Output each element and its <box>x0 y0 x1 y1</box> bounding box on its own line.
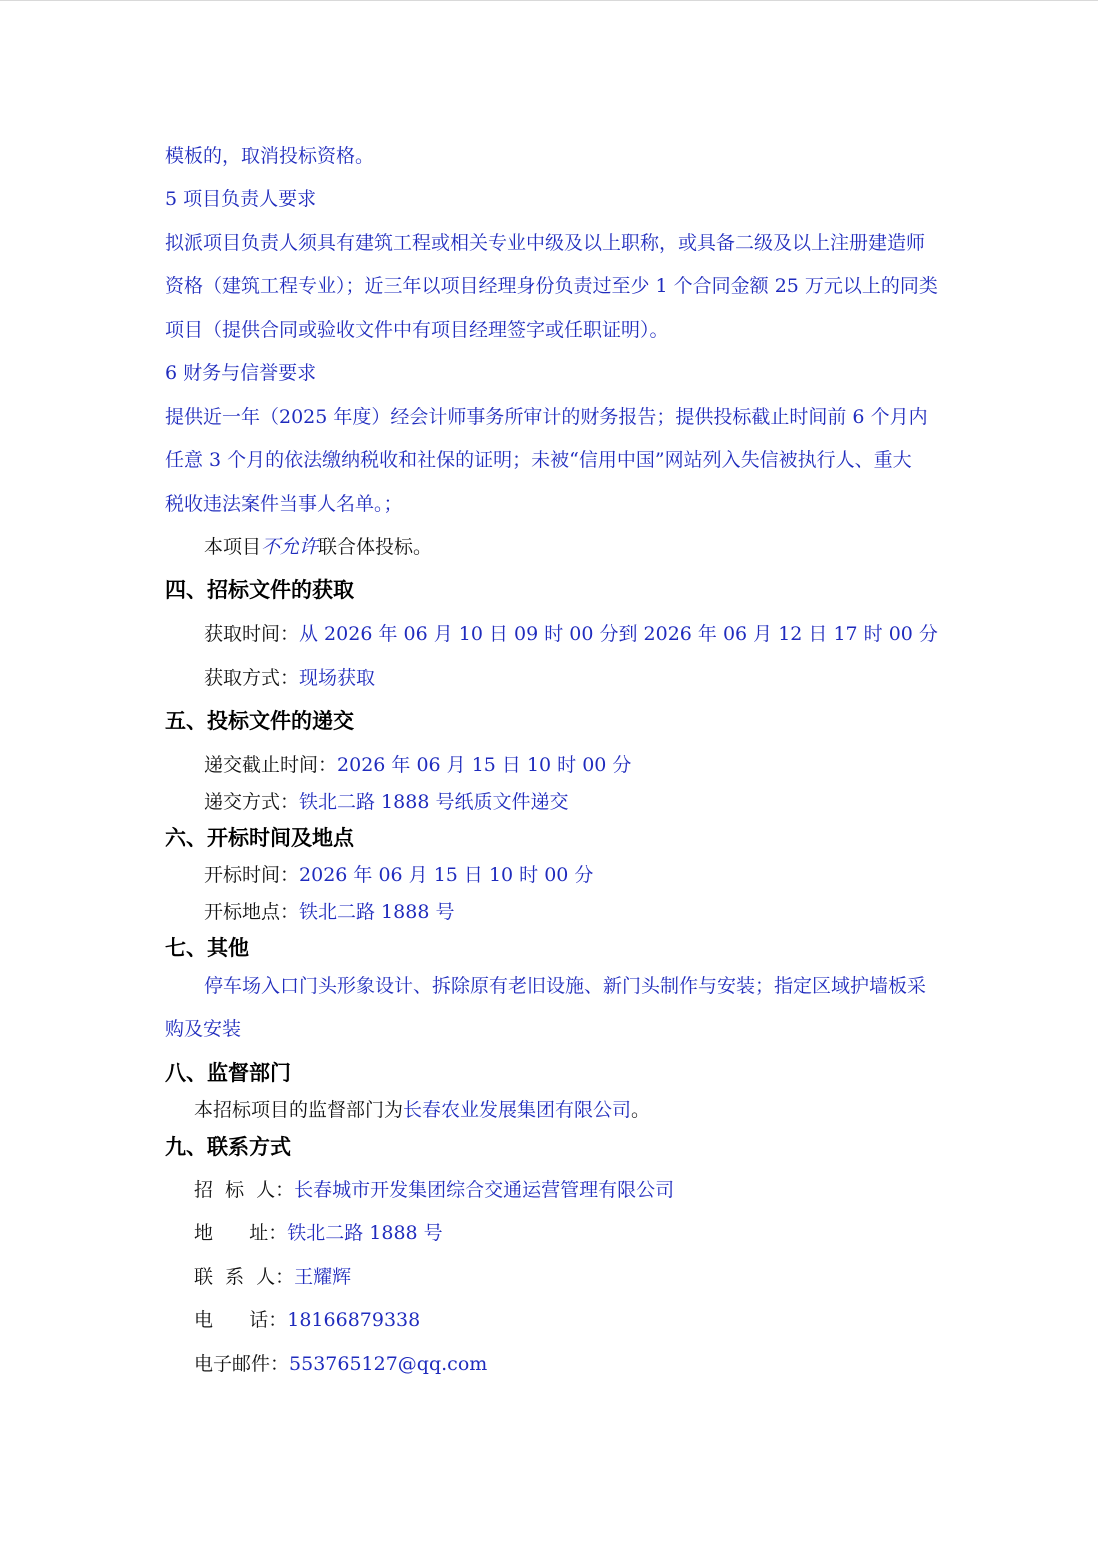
opening-time-row <box>204 862 593 888</box>
section-6-heading: 六、开标时间及地点 <box>165 825 354 850</box>
consortium-statement <box>204 534 432 560</box>
section-4-heading: 四、招标文件的获取 <box>165 577 354 602</box>
submit-deadline-row <box>204 752 631 778</box>
item-5-title: 5 项目负责人要求 <box>165 188 317 210</box>
contact-row-tenderer <box>194 1177 674 1203</box>
section-9-heading: 九、联系方式 <box>165 1134 291 1159</box>
paragraph-line: 停车场入口门头形象设计、拆除原有老旧设施、新门头制作与安装；指定区域护墙板采 <box>204 975 927 997</box>
paragraph-line: 拟派项目负责人须具有建筑工程或相关专业中级及以上职称，或具备二级及以上注册建造师 <box>165 232 926 254</box>
contact-row-person <box>194 1264 351 1290</box>
contact-row-phone <box>194 1307 420 1333</box>
page-top-border <box>0 0 1098 1</box>
submit-deadline-value: 2026 年 06 月 15 日 10 时 00 分 <box>337 754 632 776</box>
opening-place-row <box>204 899 454 925</box>
contact-label: 电子邮件： <box>194 1353 290 1375</box>
paragraph-line: 购及安装 <box>165 1018 242 1040</box>
acquire-method-value: 现场获取 <box>299 667 376 689</box>
supervision-statement <box>194 1097 650 1123</box>
submit-method-label: 递交方式： <box>204 791 300 813</box>
submit-method-row <box>204 789 568 815</box>
acquire-method-label: 获取方式： <box>204 667 300 689</box>
paragraph-line: 任意 3 个月的依法缴纳税收和社保的证明；未被“信用中国”网站列入失信被执行人、重大 <box>165 449 912 471</box>
section-8-heading: 八、监督部门 <box>165 1060 291 1085</box>
acquire-method-row <box>204 665 375 691</box>
contact-value: 铁北二路 1888 号 <box>287 1222 443 1244</box>
supervision-department: 长春农业发展集团有限公司 <box>403 1099 632 1121</box>
acquire-time-label: 获取时间： <box>204 623 300 645</box>
opening-place-label: 开标地点： <box>204 901 300 923</box>
contact-value: 553765127@qq.com <box>289 1353 488 1375</box>
item-6-title: 6 财务与信誉要求 <box>165 362 317 384</box>
opening-time-label: 开标时间： <box>204 864 300 886</box>
paragraph-line: 模板的，取消投标资格。 <box>165 145 375 167</box>
contact-label: 招 标 人： <box>194 1179 295 1201</box>
consortium-suffix: 联合体投标。 <box>318 536 433 558</box>
paragraph-line: 税收违法案件当事人名单。； <box>165 493 403 515</box>
paragraph-line: 项目（提供合同或验收文件中有项目经理签字或任职证明）。 <box>165 319 669 341</box>
opening-time-value: 2026 年 06 月 15 日 10 时 00 分 <box>299 864 594 886</box>
contact-label: 联 系 人： <box>194 1266 295 1288</box>
contact-value: 王耀辉 <box>294 1266 352 1288</box>
supervision-suffix: 。 <box>631 1099 651 1121</box>
consortium-value: 不允许 <box>261 536 319 558</box>
contact-row-email <box>194 1351 487 1377</box>
acquire-time-row <box>204 621 938 647</box>
section-5-heading: 五、投标文件的递交 <box>165 708 354 733</box>
contact-value: 18166879338 <box>287 1309 421 1331</box>
submit-method-value: 铁北二路 1888 号纸质文件递交 <box>299 791 569 813</box>
section-7-heading: 七、其他 <box>165 935 249 960</box>
contact-value: 长春城市开发集团综合交通运营管理有限公司 <box>294 1179 675 1201</box>
acquire-time-value: 从 2026 年 06 月 10 日 09 时 00 分到 2026 年 06 月 12 日 17 时 00 分 <box>299 623 938 645</box>
paragraph-line: 资格（建筑工程专业）；近三年以项目经理身份负责过至少 1 个合同金额 25 万元以上的同类 <box>165 275 938 297</box>
paragraph-line: 提供近一年（2025 年度）经会计师事务所审计的财务报告；提供投标截止时间前 6 个月内 <box>165 406 928 428</box>
supervision-prefix: 本招标项目的监督部门为 <box>194 1099 404 1121</box>
opening-place-value: 铁北二路 1888 号 <box>299 901 455 923</box>
consortium-prefix: 本项目 <box>204 536 262 558</box>
contact-label: 电 话： <box>194 1309 288 1331</box>
submit-deadline-label: 递交截止时间： <box>204 754 338 776</box>
contact-row-address <box>194 1220 443 1246</box>
contact-label: 地 址： <box>194 1222 288 1244</box>
